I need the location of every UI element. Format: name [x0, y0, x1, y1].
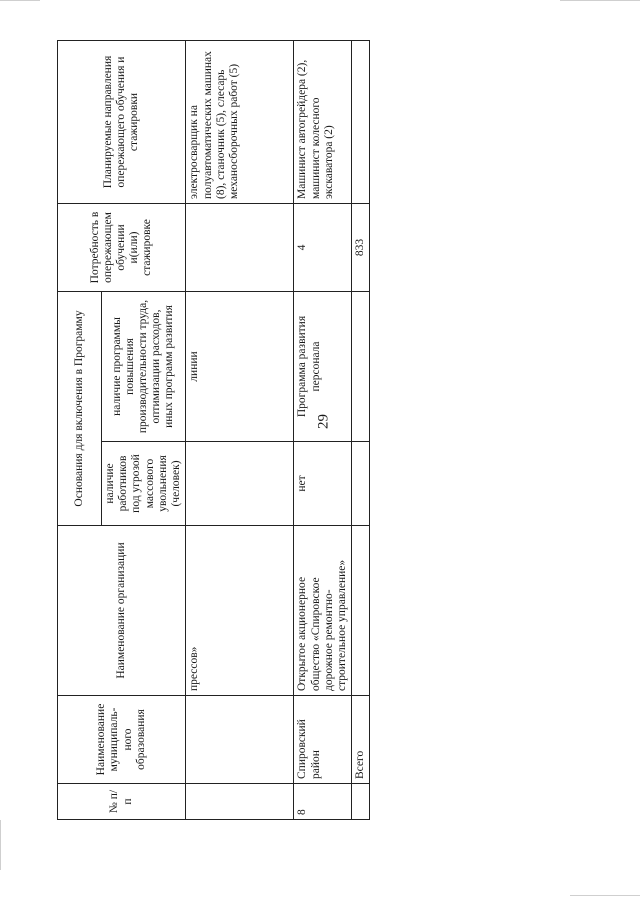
scan-edge-mark — [0, 820, 1, 870]
header-num: № п/п — [58, 784, 186, 820]
page-number: 29 — [315, 414, 332, 429]
header-planned: Планируемые направления опережающего обучения и стажировки — [58, 41, 186, 204]
cell-planned: электросварщик на полуавтоматических машинах (8), станочник (5), слесарь механосборочных работ (5) — [186, 41, 294, 204]
cell-program: Программа развития персонала — [294, 292, 352, 442]
cell-num: 8 — [294, 784, 352, 820]
cell-organization — [352, 526, 370, 696]
cell-program — [352, 292, 370, 442]
rotated-table-wrapper — [57, 40, 365, 820]
cell-threat — [352, 442, 370, 526]
cell-planned — [352, 41, 370, 204]
cell-municipality — [186, 696, 294, 784]
cell-threat — [186, 442, 294, 526]
cell-threat: нет — [294, 442, 352, 526]
scan-edge-mark — [0, 0, 40, 1]
header-municipality: Наименование муниципаль- ного образования — [58, 696, 186, 784]
table-row — [294, 41, 352, 820]
header-need: Потребность в опережающем обучении и(или) стажировке — [58, 204, 186, 292]
program-table-frame — [57, 40, 365, 820]
header-grounds-group: Основания для включения в Программу — [58, 292, 102, 526]
cell-municipality: Спировский район — [294, 696, 352, 784]
table-header-row — [58, 41, 102, 820]
cell-num — [186, 784, 294, 820]
cell-need — [186, 204, 294, 292]
program-table — [57, 40, 370, 820]
cell-program: линии — [186, 292, 294, 442]
total-label: Всего — [352, 696, 370, 784]
header-grounds-program: наличие программы повышения производительности труда, оптимизации расходов, иных программ развития — [102, 292, 186, 442]
header-grounds-threat: наличие работников под угрозой массового увольнения (человек) — [102, 442, 186, 526]
cell-organization: прессов» — [186, 526, 294, 696]
cell-need: 4 — [294, 204, 352, 292]
table-row — [186, 41, 294, 820]
table-total-row — [352, 41, 370, 820]
cell-num — [352, 784, 370, 820]
scan-edge-mark — [560, 0, 640, 1]
header-organization: Наименование организации — [58, 526, 186, 696]
total-need: 833 — [352, 204, 370, 292]
scan-edge-mark — [570, 895, 640, 896]
cell-organization: Открытое акционерное общество «Спировское дорожное ремонтно-строительное управление» — [294, 526, 352, 696]
cell-planned: Машинист автогрейдера (2), машинист колесного экскаватора (2) — [294, 41, 352, 204]
